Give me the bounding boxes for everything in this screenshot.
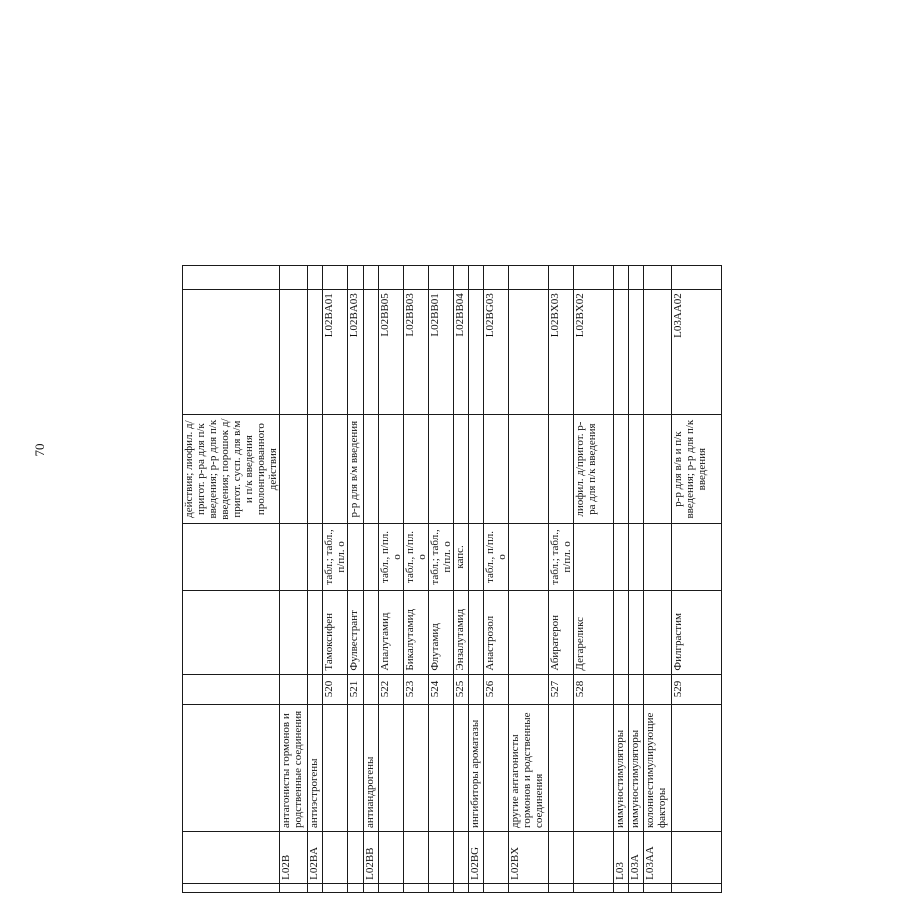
cell-name: Дегареликс	[574, 590, 614, 674]
table-row	[404, 266, 429, 893]
table-row	[348, 266, 364, 893]
trailing-cell	[308, 266, 323, 290]
cell-atc	[629, 290, 644, 415]
table-row	[379, 266, 404, 893]
cell-code: L02BB	[364, 831, 379, 883]
row-edge-cell	[454, 883, 469, 892]
cell-code: L02BA	[308, 831, 323, 883]
cell-num: 528	[574, 674, 614, 704]
cell-atc: L02BB03	[404, 290, 429, 415]
cell-form2: лиофил. д/пригот. р-ра для п/к введения	[574, 415, 614, 524]
cell-code: L03AA	[644, 831, 672, 883]
cell-code: L02B	[280, 831, 308, 883]
cell-form1: табл., п/пл. о	[484, 524, 509, 591]
cell-code	[454, 831, 469, 883]
cell-num	[364, 674, 379, 704]
trailing-cell	[672, 266, 722, 290]
table-row	[469, 266, 484, 893]
trailing-cell	[183, 266, 280, 290]
cell-num: 527	[549, 674, 574, 704]
cell-name: Абиратерон	[549, 590, 574, 674]
cell-form2	[454, 415, 469, 524]
cell-form1	[364, 524, 379, 591]
cell-form2	[429, 415, 454, 524]
cell-num	[644, 674, 672, 704]
table-row	[454, 266, 469, 893]
cell-form2	[323, 415, 348, 524]
cell-form2	[469, 415, 484, 524]
cell-code	[323, 831, 348, 883]
cell-group	[429, 704, 454, 831]
cell-form2: р-р для в/в и п/к введения; р-р для п/к введения	[672, 415, 722, 524]
cell-num	[614, 674, 629, 704]
cell-group: иммуностимуляторы	[629, 704, 644, 831]
trailing-cell	[509, 266, 549, 290]
cell-atc: L02BA01	[323, 290, 348, 415]
cell-code	[379, 831, 404, 883]
cell-form2	[509, 415, 549, 524]
page-number: 70	[32, 443, 47, 457]
row-edge-cell	[364, 883, 379, 892]
cell-num	[183, 674, 280, 704]
cell-num	[629, 674, 644, 704]
cell-form2	[364, 415, 379, 524]
cell-form1	[574, 524, 614, 591]
trailing-cell	[280, 266, 308, 290]
row-edge-cell	[469, 883, 484, 892]
cell-num	[280, 674, 308, 704]
cell-group	[484, 704, 509, 831]
row-edge-cell	[644, 883, 672, 892]
cell-group	[348, 704, 364, 831]
cell-atc	[509, 290, 549, 415]
cell-name	[509, 590, 549, 674]
table-row	[280, 266, 308, 893]
trailing-cell	[364, 266, 379, 290]
table-row	[484, 266, 509, 893]
table-row	[364, 266, 379, 893]
cell-name: Апалутамид	[379, 590, 404, 674]
cell-form2	[484, 415, 509, 524]
cell-code	[549, 831, 574, 883]
cell-code	[348, 831, 364, 883]
row-edge-cell	[348, 883, 364, 892]
row-edge-cell	[280, 883, 308, 892]
cell-form2	[629, 415, 644, 524]
trailing-cell	[549, 266, 574, 290]
row-edge-cell	[484, 883, 509, 892]
cell-atc	[644, 290, 672, 415]
table-body	[183, 266, 722, 893]
cell-form1: табл.; табл., п/пл. о	[323, 524, 348, 591]
cell-name	[308, 590, 323, 674]
cell-atc: L02BG03	[484, 290, 509, 415]
trailing-cell	[404, 266, 429, 290]
row-edge-cell	[549, 883, 574, 892]
cell-code	[484, 831, 509, 883]
cell-atc	[614, 290, 629, 415]
cell-atc: L02BX03	[549, 290, 574, 415]
cell-name	[644, 590, 672, 674]
cell-num: 526	[484, 674, 509, 704]
table-row	[549, 266, 574, 893]
row-edge-cell	[629, 883, 644, 892]
cell-form2: действия; лиофил. д/пригот. р-ра для п/к введения; р-р для п/к введения; порошок д/пригот. сусп. для в/м и п/к введения пролонгированного действия	[183, 415, 280, 524]
trailing-cell	[629, 266, 644, 290]
cell-form1	[629, 524, 644, 591]
cell-form1	[348, 524, 364, 591]
cell-group: антиэстрогены	[308, 704, 323, 831]
cell-group: ингибиторы ароматазы	[469, 704, 484, 831]
cell-form1	[614, 524, 629, 591]
cell-atc	[469, 290, 484, 415]
cell-atc	[308, 290, 323, 415]
cell-group	[672, 704, 722, 831]
cell-num: 522	[379, 674, 404, 704]
row-edge-cell	[308, 883, 323, 892]
cell-atc: L02BX02	[574, 290, 614, 415]
cell-atc: L02BB01	[429, 290, 454, 415]
row-edge-cell	[323, 883, 348, 892]
rotated-page	[0, 265, 905, 905]
cell-num: 523	[404, 674, 429, 704]
cell-num	[469, 674, 484, 704]
cell-code: L03A	[629, 831, 644, 883]
cell-num	[509, 674, 549, 704]
cell-code	[183, 831, 280, 883]
cell-form1	[280, 524, 308, 591]
row-edge-cell	[379, 883, 404, 892]
table-row	[183, 266, 280, 893]
cell-form1: табл., п/пл. о	[404, 524, 429, 591]
cell-group	[454, 704, 469, 831]
row-edge-cell	[614, 883, 629, 892]
cell-form1: капс.	[454, 524, 469, 591]
row-edge-cell	[574, 883, 614, 892]
cell-form2: р-р для в/м введения	[348, 415, 364, 524]
cell-atc: L03AA02	[672, 290, 722, 415]
cell-form2	[280, 415, 308, 524]
cell-atc: L02BA03	[348, 290, 364, 415]
trailing-cell	[574, 266, 614, 290]
cell-name: Филграстим	[672, 590, 722, 674]
row-edge-cell	[404, 883, 429, 892]
cell-name	[183, 590, 280, 674]
cell-code: L03	[614, 831, 629, 883]
cell-code	[574, 831, 614, 883]
cell-group: другие антагонисты гормонов и родственные соединения	[509, 704, 549, 831]
cell-form1	[644, 524, 672, 591]
cell-group	[574, 704, 614, 831]
cell-form2	[404, 415, 429, 524]
cell-code	[404, 831, 429, 883]
table-row	[429, 266, 454, 893]
cell-group	[379, 704, 404, 831]
cell-form1: табл.; табл., п/пл. о	[549, 524, 574, 591]
cell-form1	[509, 524, 549, 591]
table-row	[574, 266, 614, 893]
table-row	[614, 266, 629, 893]
trailing-cell	[429, 266, 454, 290]
drug-list-table	[182, 265, 722, 893]
cell-group: колониестимулирующие факторы	[644, 704, 672, 831]
cell-name	[364, 590, 379, 674]
trailing-cell	[348, 266, 364, 290]
cell-group: антиандрогены	[364, 704, 379, 831]
cell-form1: табл.; табл., п/пл. о	[429, 524, 454, 591]
cell-form2	[614, 415, 629, 524]
cell-name: Анастрозол	[484, 590, 509, 674]
cell-name	[469, 590, 484, 674]
cell-form2	[308, 415, 323, 524]
table-row	[509, 266, 549, 893]
row-edge-cell	[672, 883, 722, 892]
table-row	[308, 266, 323, 893]
cell-num: 521	[348, 674, 364, 704]
trailing-cell	[469, 266, 484, 290]
trailing-cell	[379, 266, 404, 290]
cell-group	[549, 704, 574, 831]
cell-group: антагонисты гормонов и родственные соединения	[280, 704, 308, 831]
cell-group: иммуностимуляторы	[614, 704, 629, 831]
table-row	[323, 266, 348, 893]
cell-group	[404, 704, 429, 831]
cell-num: 524	[429, 674, 454, 704]
cell-code: L02BG	[469, 831, 484, 883]
cell-form1	[183, 524, 280, 591]
cell-code	[672, 831, 722, 883]
cell-name	[280, 590, 308, 674]
cell-form1	[672, 524, 722, 591]
trailing-cell	[323, 266, 348, 290]
row-edge-cell	[429, 883, 454, 892]
cell-form1	[469, 524, 484, 591]
table-row	[644, 266, 672, 893]
cell-name: Энзалутамид	[454, 590, 469, 674]
cell-atc	[183, 290, 280, 415]
cell-group	[323, 704, 348, 831]
table-row	[672, 266, 722, 893]
cell-name	[614, 590, 629, 674]
cell-name: Бикалутамид	[404, 590, 429, 674]
trailing-cell	[454, 266, 469, 290]
cell-form2	[379, 415, 404, 524]
cell-form1	[308, 524, 323, 591]
cell-code: L02BX	[509, 831, 549, 883]
cell-group	[183, 704, 280, 831]
cell-form1: табл., п/пл. о	[379, 524, 404, 591]
cell-name: Тамоксифен	[323, 590, 348, 674]
cell-atc	[280, 290, 308, 415]
cell-atc: L02BB04	[454, 290, 469, 415]
row-edge-cell	[183, 883, 280, 892]
cell-name: Фулвестрант	[348, 590, 364, 674]
cell-num: 525	[454, 674, 469, 704]
table-row	[629, 266, 644, 893]
trailing-cell	[484, 266, 509, 290]
cell-name: Флутамид	[429, 590, 454, 674]
row-edge-cell	[509, 883, 549, 892]
cell-num: 529	[672, 674, 722, 704]
cell-form2	[549, 415, 574, 524]
cell-atc: L02BB05	[379, 290, 404, 415]
cell-code	[429, 831, 454, 883]
cell-name	[629, 590, 644, 674]
trailing-cell	[614, 266, 629, 290]
trailing-cell	[644, 266, 672, 290]
cell-form2	[644, 415, 672, 524]
cell-atc	[364, 290, 379, 415]
cell-num: 520	[323, 674, 348, 704]
cell-num	[308, 674, 323, 704]
